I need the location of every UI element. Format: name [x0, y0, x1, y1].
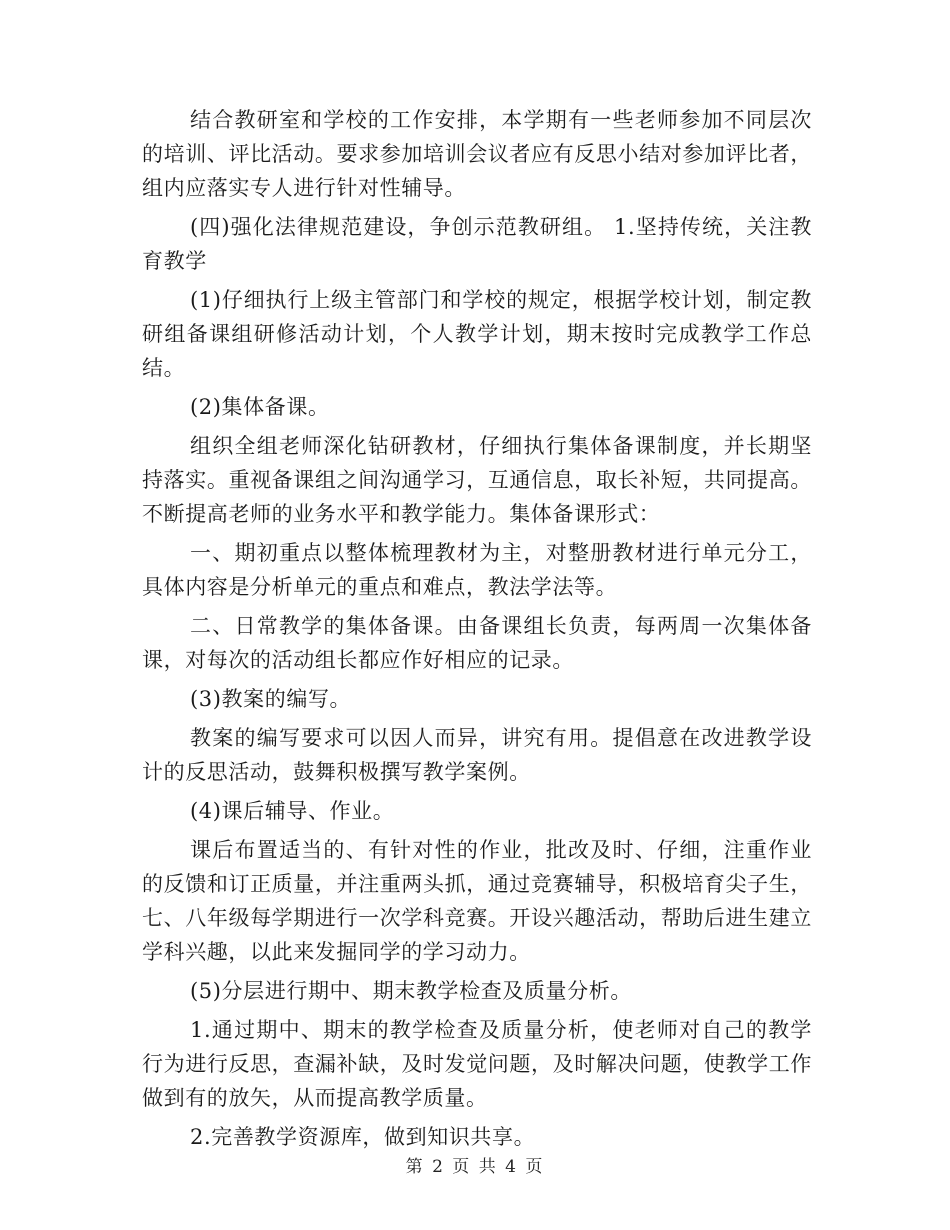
paragraph: (1)仔细执行上级主管部门和学校的规定，根据学校计划，制定教研组备课组研修活动计划，个人教学计划，期末按时完成教学工作总结。 [142, 288, 812, 380]
paragraph: 结合教研室和学校的工作安排，本学期有一些老师参加不同层次的培训、评比活动。要求参加培训会议者应有反思小结对参加评比者，组内应落实专人进行针对性辅导。 [142, 108, 812, 200]
section-heading: (四)强化法律规范建设，争创示范教研组。 1.坚持传统，关注教育教学 [142, 215, 812, 273]
paragraph: 一、期初重点以整体梳理教材为主，对整册教材进行单元分工，具体内容是分析单元的重点和难点，教法学法等。 [142, 541, 812, 599]
paragraph: 教案的编写要求可以因人而异，讲究有用。提倡意在改进教学设计的反思活动，鼓舞积极撰写教学案例。 [142, 726, 812, 784]
paragraph: 2.完善教学资源库，做到知识共享。 [190, 1125, 536, 1149]
document-body [142, 103, 812, 1159]
subsection-heading: (2)集体备课。 [190, 395, 330, 419]
subsection-heading: (3)教案的编写。 [190, 687, 352, 711]
paragraph: 二、日常教学的集体备课。由备课组长负责，每两周一次集体备课，对每次的活动组长都应作好相应的记录。 [142, 614, 812, 672]
subsection-heading: (5)分层进行期中、期末教学检查及质量分析。 [190, 979, 632, 1003]
page-number-footer: 第 2 页 共 4 页 [405, 1157, 545, 1177]
subsection-heading: (4)课后辅导、作业。 [190, 799, 395, 823]
paragraph: 1.通过期中、期末的教学检查及质量分析，使老师对自己的教学行为进行反思，查漏补缺，及时发觉问题，及时解决问题，使教学工作做到有的放矢，从而提高教学质量。 [142, 1018, 812, 1110]
paragraph: 组织全组老师深化钻研教材，仔细执行集体备课制度，并长期坚持落实。重视备课组之间沟通学习，互通信息，取长补短，共同提高。不断提高老师的业务水平和教学能力。集体备课形式： [142, 434, 812, 526]
paragraph: 课后布置适当的、有针对性的作业，批改及时、仔细，注重作业的反馈和订正质量，并注重两头抓，通过竞赛辅导，积极培育尖子生，七、八年级每学期进行一次学科竞赛。开设兴趣活动，帮助后进生建立学科兴趣，以此来发掘同学的学习动力。 [142, 838, 812, 964]
